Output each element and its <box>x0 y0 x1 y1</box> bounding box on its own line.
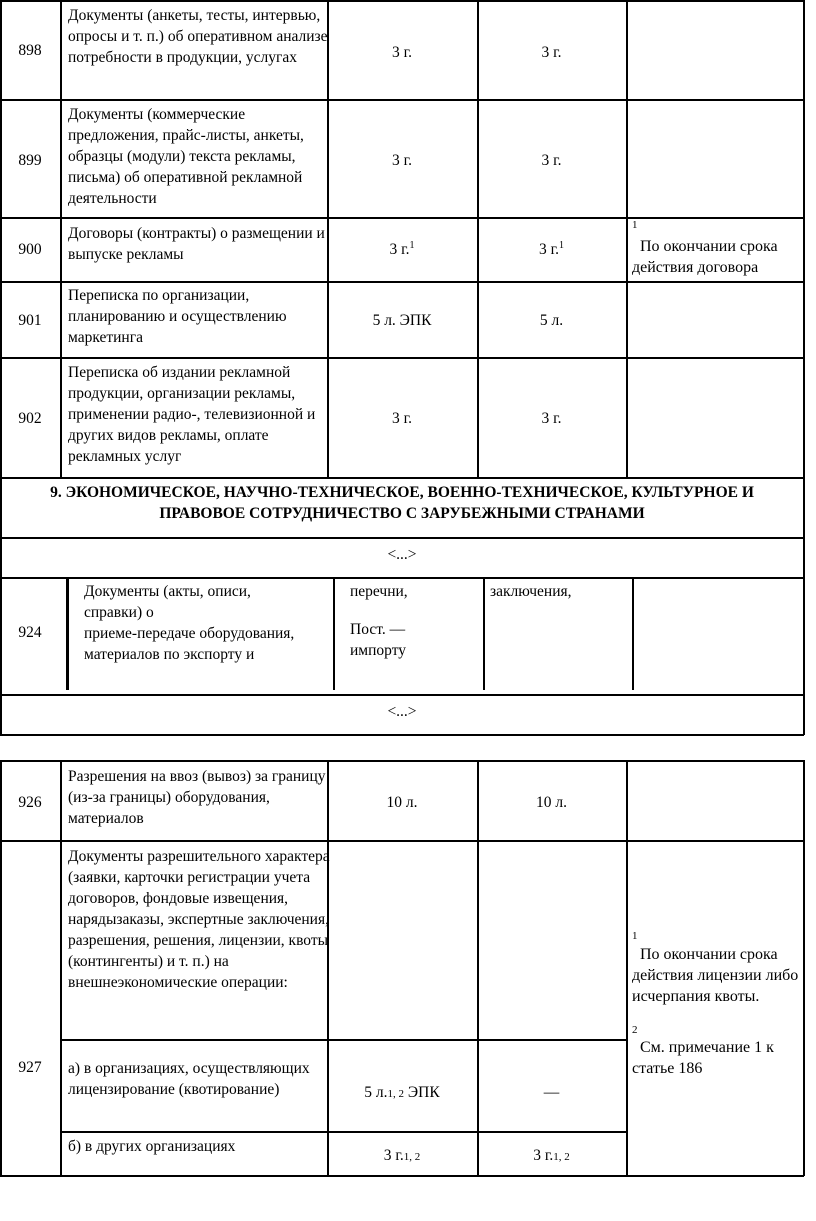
section-title-line1: 9. ЭКОНОМИЧЕСКОЕ, НАУЧНО-ТЕХНИЧЕСКОЕ, ВОЕННО-ТЕХНИЧЕСКОЕ, КУЛЬТУРНОЕ И <box>50 484 754 501</box>
row-900-term2: 3 г.$^1$ <box>538 240 565 258</box>
row-927-note2-marker: 2 <box>632 1024 638 1036</box>
row-901-number: 901 <box>18 312 42 329</box>
rule <box>0 537 804 539</box>
row-927-number: 927 <box>18 1059 42 1076</box>
rule <box>0 217 804 219</box>
row-927-subitem-b: б) в других организациях <box>68 1138 236 1155</box>
rule <box>60 1131 627 1133</box>
row-898-term2: 3 г. <box>541 44 562 61</box>
row-901-term1: 5 л. ЭПК <box>372 312 432 329</box>
row-927-subitem-b-term2: 3 г.1, 2 <box>533 1147 570 1164</box>
rule <box>60 0 62 478</box>
row-927-note1-marker: 1 <box>632 930 638 942</box>
row-901-term2: 5 л. <box>539 312 564 329</box>
rule <box>0 734 804 736</box>
row-924-desc-line: Документы (акты, описи, <box>84 583 251 600</box>
section-title-line2: ПРАВОВОЕ СОТРУДНИЧЕСТВО С ЗАРУБЕЖНЫМИ СТРАНАМИ <box>159 505 645 522</box>
row-901-description: Переписка по организации, планированию и осуществлению маркетинга <box>68 287 287 346</box>
row-924-number: 924 <box>18 624 42 641</box>
row-898-number: 898 <box>18 42 42 59</box>
row-926-description: Разрешения на ввоз (вывоз) за границу (из-за границы) оборудования, материалов <box>68 768 326 827</box>
rule <box>0 477 804 479</box>
rule <box>626 0 628 478</box>
row-902-number: 902 <box>18 410 42 427</box>
row-899-description: Документы (коммерческие предложения, прайс-листы, анкеты, образцы (модули) текста рекламы, письма) об оперативной рекламной деятельности <box>68 106 304 207</box>
row-900-note: По окончании срока действия договора <box>632 238 778 276</box>
rule <box>0 357 804 359</box>
rule <box>0 99 804 101</box>
row-924-desc-line: приеме-передаче оборудования, <box>84 625 295 642</box>
row-900-term1: 3 г.$^1$ <box>389 240 415 258</box>
row-898-description: Документы (анкеты, тесты, интервью, опросы и т. п.) об оперативном анализе потребности в продукции, услугах <box>68 7 328 66</box>
row-924-col3-line: импорту <box>350 642 407 659</box>
row-924-desc-line: справки) о <box>84 604 154 621</box>
row-899-term1: 3 г. <box>391 152 413 169</box>
rule <box>0 1175 804 1177</box>
rule <box>803 0 805 735</box>
row-926-term2: 10 л. <box>536 794 567 811</box>
omitted-rows-marker: <...> <box>387 703 417 720</box>
row-924-column3 <box>350 581 480 661</box>
rule <box>0 577 804 579</box>
row-924-col3-line: Пост. — <box>350 621 406 638</box>
row-898-term1: 3 г. <box>391 44 413 61</box>
rule <box>803 760 805 1176</box>
rule <box>60 760 62 1176</box>
rule <box>626 760 628 1176</box>
row-927-subitem-a: а) в организациях, осуществляющих лицензирование (квотирование) <box>68 1060 310 1098</box>
rule <box>0 281 804 283</box>
row-927-subitem-a-term1: 5 л.1, 2 ЭПК <box>364 1084 440 1101</box>
rule <box>0 840 804 842</box>
row-927-description: Документы разрешительного характера (заявки, карточки регистрации учета договоров, фондовые извещения, нарядызаказы, экспертные заключения, разрешения, решения, лицензии, квоты (контингенты) и т. п.) на внешнеэкономические операции: <box>68 848 330 991</box>
row-899-number: 899 <box>18 152 42 169</box>
row-902-description: Переписка об издании рекламной продукции, организации рекламы, применении радио-, телевизионной и других видов рекламы, оплате рекламных услуг <box>68 364 316 465</box>
rule <box>477 760 479 1176</box>
row-899-term2: 3 г. <box>541 152 562 169</box>
row-900-note-marker: 1 <box>632 219 638 231</box>
rule <box>0 694 804 696</box>
row-924-col3-line: перечни, <box>350 583 408 600</box>
row-926-number: 926 <box>18 794 42 811</box>
row-927-subitem-a-term2: — <box>543 1084 560 1101</box>
rule <box>0 760 804 762</box>
row-924-desc-line: материалов по экспорту и <box>84 646 255 663</box>
row-924-description <box>84 581 334 665</box>
row-900-number: 900 <box>18 241 42 258</box>
row-902-term2: 3 г. <box>541 410 562 427</box>
row-924-column4: заключения, <box>490 583 572 600</box>
row-927-note1: По окончании срока действия лицензии либо исчерпания квоты. <box>632 946 799 1005</box>
row-927-note2: См. примечание 1 к статье 186 <box>632 1039 774 1077</box>
rule <box>0 0 804 2</box>
rule <box>66 578 69 690</box>
row-900-description: Договоры (контракты) о размещении и выпуске рекламы <box>68 225 325 263</box>
row-926-term1: 10 л. <box>386 794 418 811</box>
rule <box>632 578 634 690</box>
rule <box>60 1039 627 1041</box>
rule <box>483 578 485 690</box>
omitted-rows-marker: <...> <box>387 546 417 563</box>
row-902-term1: 3 г. <box>391 410 413 427</box>
row-927-subitem-b-term1: 3 г.1, 2 <box>383 1147 421 1164</box>
rule <box>0 760 2 1176</box>
